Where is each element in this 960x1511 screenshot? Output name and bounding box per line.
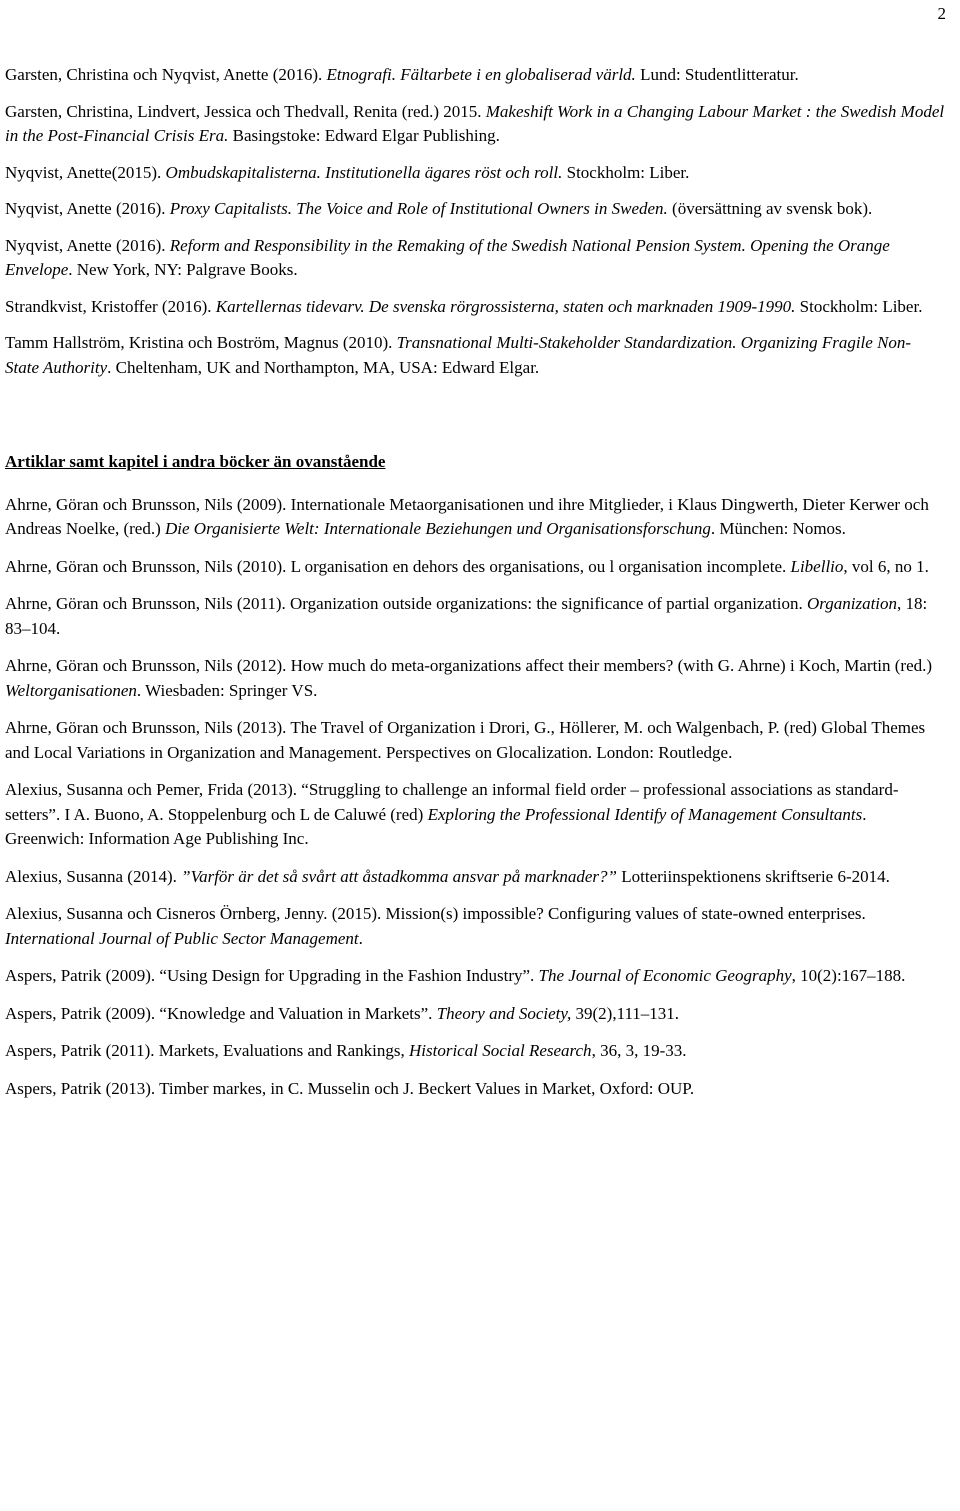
- reference-text: Alexius, Susanna och Pemer, Frida (2013). “Struggling to challenge an informal field order – professional associations as standard-setters”. I A. Buono, A. Stoppelenburg och L de Caluwé (red): [5, 780, 899, 824]
- articles-reference-list: [5, 493, 945, 1102]
- reference-text: Alexius, Susanna och Cisneros Örnberg, Jenny. (2015). Mission(s) impossible? Configuring values of state-owned enterprises.: [5, 904, 866, 923]
- book-reference-entry: [5, 63, 945, 88]
- reference-text: Aspers, Patrik (2011). Markets, Evaluations and Rankings,: [5, 1041, 409, 1060]
- reference-text: Ahrne, Göran och Brunsson, Nils (2013). The Travel of Organization i Drori, G., Höllerer, M. och Walgenbach, P. (red) Global Themes and Local Variations in Organization and Management. Perspectives on Glocalization. London: Routledge.: [5, 718, 926, 762]
- reference-text: (översättning av svensk bok).: [667, 199, 873, 218]
- reference-text: . München: Nomos.: [710, 519, 846, 538]
- book-reference-entry: [5, 161, 945, 186]
- article-reference-entry: [5, 555, 945, 580]
- article-reference-entry: [5, 964, 945, 989]
- book-reference-entry: [5, 295, 945, 320]
- section-heading: Artiklar samt kapitel i andra böcker än ovanstående: [5, 452, 386, 471]
- reference-text: Ahrne, Göran och Brunsson, Nils (2010). L organisation en dehors des organisations, ou l organisation incomplete.: [5, 556, 791, 576]
- reference-text: Aspers, Patrik (2009). “Knowledge and Valuation in Markets”.: [5, 1003, 437, 1023]
- reference-text: . Wiesbaden: Springer VS.: [136, 680, 318, 700]
- reference-title-italic: ”Varför är det så svårt att åstadkomma ansvar på marknader?”: [181, 866, 617, 886]
- reference-title-italic: Libellio: [790, 556, 844, 576]
- reference-title-italic: Ombudskapitalisterna. Institutionella ägares röst och roll.: [165, 162, 563, 182]
- article-reference-entry: [5, 902, 945, 951]
- reference-text: Stockholm: Liber.: [795, 296, 923, 316]
- reference-text: . New York, NY: Palgrave Books.: [68, 260, 298, 279]
- page-number: 2: [937, 4, 946, 23]
- reference-text: Lotteriinspektionens skriftserie 6-2014.: [617, 866, 890, 886]
- reference-text: Ahrne, Göran och Brunsson, Nils (2011). Organization outside organizations: the significance of partial organization.: [5, 594, 807, 613]
- reference-text: .: [358, 928, 363, 948]
- reference-text: Aspers, Patrik (2013). Timber markes, in C. Musselin och J. Beckert Values in Market, Oxford: OUP.: [5, 1078, 695, 1098]
- article-reference-entry: [5, 865, 945, 890]
- reference-text: Tamm Hallström, Kristina och Boström, Magnus (2010).: [5, 333, 397, 352]
- article-reference-entry: [5, 716, 945, 765]
- article-reference-entry: [5, 654, 945, 703]
- books-reference-list: [5, 63, 945, 380]
- reference-text: Stockholm: Liber.: [562, 162, 690, 182]
- reference-title-italic: Transnational Multi-Stakeholder Standardization. Organizing Fragile Non-State Authority: [5, 333, 912, 377]
- reference-title-italic: Die Organisierte Welt: Internationale Beziehungen und Organisationsforschung: [165, 519, 711, 538]
- reference-text: Basingstoke: Edward Elgar Publishing.: [228, 126, 500, 145]
- reference-text: Ahrne, Göran och Brunsson, Nils (2009). Internationale Metaorganisationen und ihre Mitglieder, i Klaus Dingwerth, Dieter Kerwer och Andreas Noelke, (red.): [5, 494, 929, 538]
- reference-title-italic: Makeshift Work in a Changing Labour Market : the Swedish Model in the Post-Financial Crisis Era.: [5, 101, 945, 145]
- article-reference-entry: [5, 592, 945, 641]
- reference-text: Garsten, Christina, Lindvert, Jessica och Thedvall, Renita (red.) 2015.: [5, 101, 486, 121]
- reference-text: , 18: 83–104.: [5, 594, 928, 638]
- reference-title-italic: Exploring the Professional Identify of Management Consultants: [427, 804, 863, 824]
- reference-title-italic: Organization: [806, 594, 898, 613]
- reference-text: , vol 6, no 1.: [843, 556, 929, 576]
- reference-text: , 36, 3, 19-33.: [591, 1041, 687, 1060]
- reference-text: Nyqvist, Anette (2016).: [5, 235, 170, 255]
- book-reference-entry: [5, 234, 945, 283]
- reference-title-italic: International Journal of Public Sector Management: [5, 928, 359, 948]
- reference-title-italic: Kartellernas tidevarv. De svenska rörgrossisterna, staten och marknaden 1909-1990.: [215, 296, 796, 316]
- article-reference-entry: [5, 1002, 945, 1027]
- reference-text: Lund: Studentlitteratur.: [635, 65, 799, 84]
- reference-text: Nyqvist, Anette (2016).: [5, 199, 170, 218]
- reference-title-italic: Weltorganisationen: [5, 680, 137, 700]
- reference-text: . Greenwich: Information Age Publishing Inc.: [5, 804, 867, 848]
- reference-title-italic: Historical Social Research: [409, 1041, 592, 1060]
- reference-text: , 10(2):167–188.: [791, 966, 906, 985]
- book-reference-entry: [5, 197, 945, 222]
- reference-text: 39(2),111–131.: [571, 1003, 680, 1023]
- document-page: [5, 63, 945, 1114]
- section-spacer: [5, 392, 945, 450]
- article-reference-entry: [5, 1077, 945, 1102]
- article-reference-entry: [5, 1039, 945, 1064]
- article-reference-entry: [5, 778, 945, 852]
- reference-title-italic: Proxy Capitalists. The Voice and Role of Institutional Owners in Sweden.: [169, 199, 668, 218]
- reference-text: Alexius, Susanna (2014).: [5, 866, 182, 886]
- reference-text: Garsten, Christina och Nyqvist, Anette (2016).: [5, 65, 327, 84]
- reference-title-italic: Theory and Society,: [436, 1003, 572, 1023]
- reference-text: Nyqvist, Anette(2015).: [5, 162, 166, 182]
- reference-text: Strandkvist, Kristoffer (2016).: [5, 296, 216, 316]
- article-reference-entry: [5, 493, 945, 542]
- reference-text: . Cheltenham, UK and Northampton, MA, USA: Edward Elgar.: [107, 357, 540, 377]
- reference-text: Ahrne, Göran och Brunsson, Nils (2012). How much do meta-organizations affect their members? (with G. Ahrne) i Koch, Martin (red.): [5, 656, 933, 675]
- reference-text: Aspers, Patrik (2009). “Using Design for Upgrading in the Fashion Industry”.: [5, 966, 539, 985]
- reference-title-italic: The Journal of Economic Geography: [538, 966, 792, 985]
- reference-title-italic: Etnografi. Fältarbete i en globaliserad värld.: [326, 65, 636, 84]
- book-reference-entry: [5, 331, 945, 380]
- book-reference-entry: [5, 100, 945, 149]
- reference-title-italic: Reform and Responsibility in the Remaking of the Swedish National Pension System. Opening the Orange Envelope: [5, 235, 890, 279]
